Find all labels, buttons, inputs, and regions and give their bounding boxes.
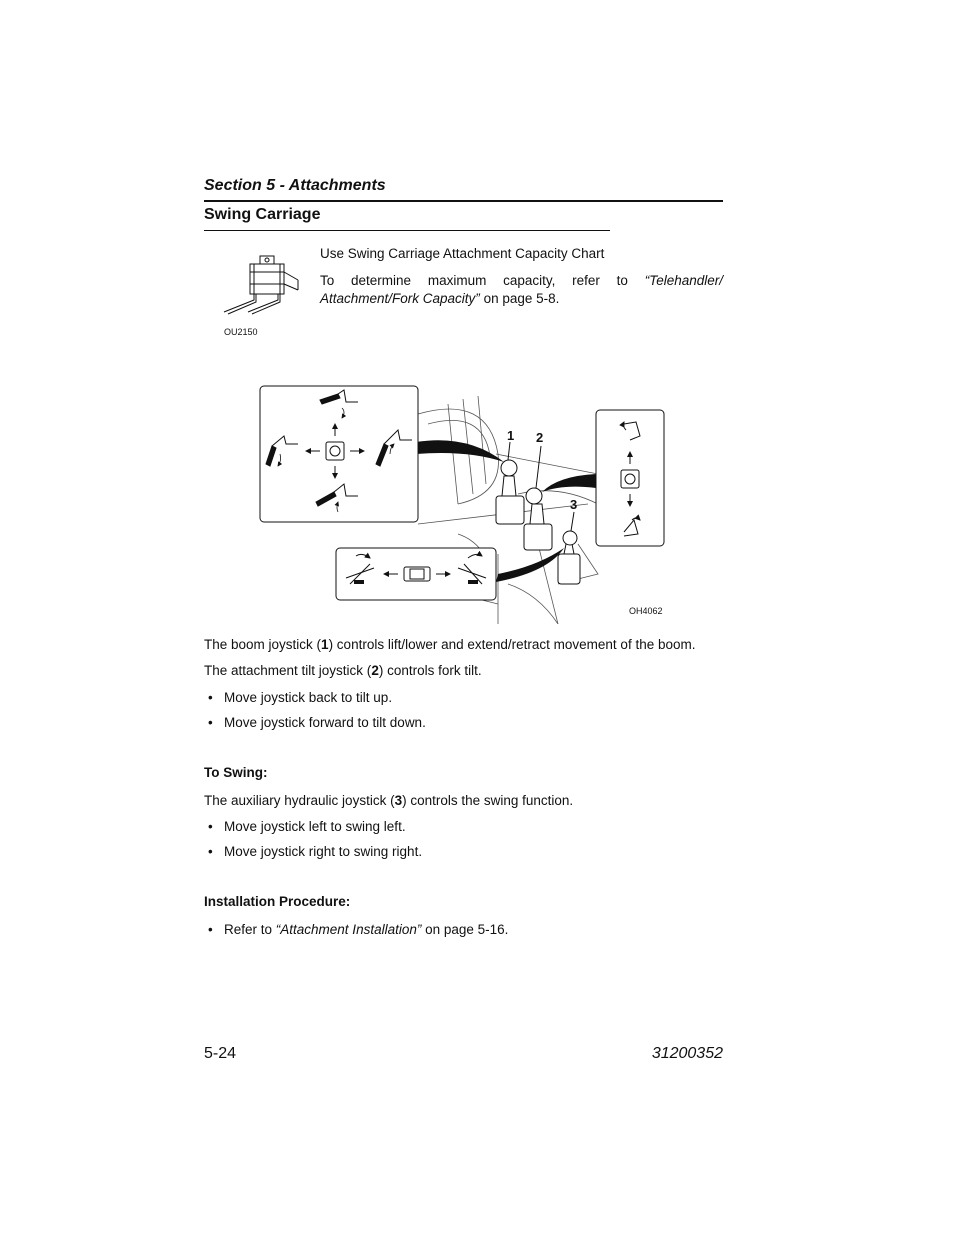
- capacity-chart-note: Use Swing Carriage Attachment Capacity Chart: [320, 246, 605, 261]
- bullet: •: [208, 844, 213, 859]
- callout-1: 1: [507, 428, 515, 443]
- callout-3: 3: [570, 497, 578, 512]
- bullet-text: Move joystick left to swing left.: [224, 819, 406, 834]
- install-prefix: Refer to: [224, 922, 276, 937]
- figure-label-small: OU2150: [224, 327, 258, 337]
- p3-text-a: The auxiliary hydraulic joystick (: [204, 793, 395, 808]
- bullet-text: Move joystick forward to tilt down.: [224, 715, 426, 730]
- callout-2: 2: [536, 430, 544, 445]
- bullet: •: [208, 922, 213, 937]
- header-rule: [204, 200, 723, 202]
- to-swing-heading: To Swing:: [204, 765, 268, 780]
- bullet-text: Move joystick back to tilt up.: [224, 690, 393, 705]
- capacity-ref-suffix: on page 5-8.: [479, 291, 560, 306]
- tilt-joystick-panel: [596, 410, 664, 546]
- list-item: [208, 921, 508, 939]
- bullet-text: Move joystick right to swing right.: [224, 844, 423, 859]
- capacity-ref-link: “Telehandler/ Attachment/Fork Capacity”: [320, 273, 723, 306]
- joystick-controls-figure: [258, 384, 670, 624]
- bullet: •: [208, 715, 213, 730]
- list-item: [208, 818, 406, 836]
- p1-text-b: ) controls lift/lower and extend/retract movement of the boom.: [328, 637, 696, 652]
- p2-num: 2: [371, 663, 379, 678]
- p2-text-b: ) controls fork tilt.: [378, 663, 482, 678]
- bullet: •: [208, 690, 213, 705]
- section-header: Section 5 - Attachments: [204, 177, 386, 194]
- capacity-ref-prefix: To determine maximum capacity, refer to: [320, 273, 645, 288]
- page-title: Swing Carriage: [204, 206, 321, 223]
- p1-text-a: The boom joystick (: [204, 637, 322, 652]
- title-rule: [204, 230, 610, 231]
- install-suffix: on page 5-16.: [421, 922, 509, 937]
- list-item: [208, 714, 426, 732]
- p1-num: 1: [321, 637, 329, 652]
- list-item: [208, 843, 422, 861]
- p2-text-a: The attachment tilt joystick (: [204, 663, 372, 678]
- figure-label-main: OH4062: [629, 606, 663, 616]
- list-item: [208, 689, 392, 707]
- installation-heading: Installation Procedure:: [204, 894, 351, 909]
- install-ref-link: “Attachment Installation”: [275, 922, 422, 937]
- bullet: •: [208, 819, 213, 834]
- boom-joystick-description: [204, 636, 695, 654]
- tilt-joystick-description: [204, 662, 482, 680]
- swing-carriage-illustration: [220, 250, 302, 320]
- p3-num: 3: [394, 793, 403, 808]
- swing-joystick-description: [204, 792, 573, 810]
- page-number: 5-24: [204, 1045, 237, 1062]
- p3-text-b: ) controls the swing function.: [402, 793, 574, 808]
- capacity-reference: [320, 272, 723, 308]
- document-number: 31200352: [651, 1045, 723, 1062]
